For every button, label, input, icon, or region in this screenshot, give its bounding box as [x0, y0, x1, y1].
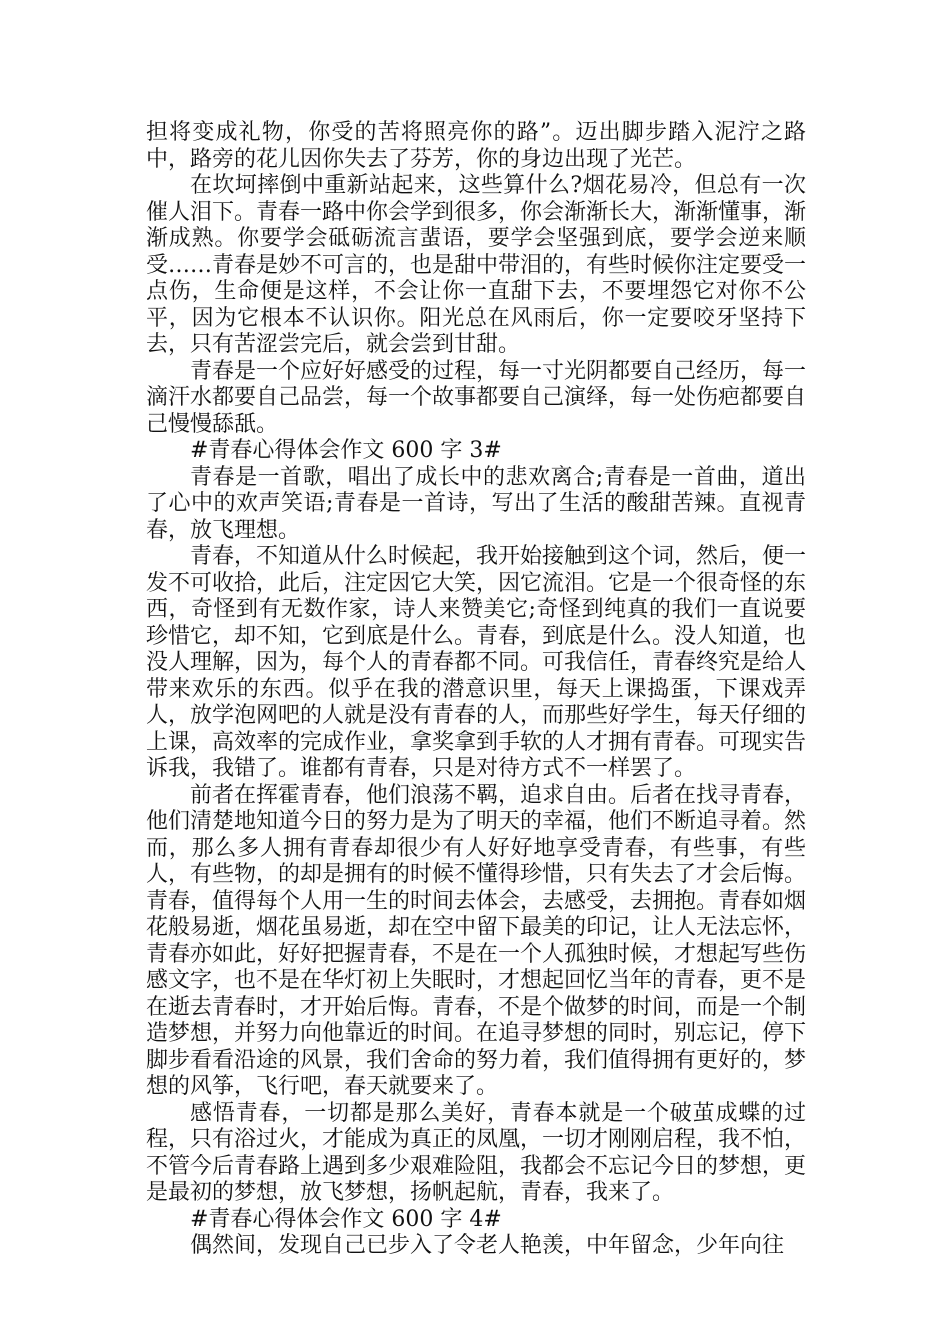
paragraph-5: 青春，不知道从什么时候起，我开始接触到这个词，然后，便一发不可收拾，此后，注定因它大笑，因它流泪。它是一个很奇怪的东西，奇怪到有无数作家，诗人来赞美它;奇怪到纯真的我们一直说要珍惜它，却不知，它到底是什么。青春，到底是什么。没人知道，也没人理解，因为，每个人的青春都不同。可我信任，青春终究是给人带来欢乐的东西。似乎在我的潜意识里，每天上课捣蛋，下课戏弄人，放学泡网吧的人就是没有青春的人，而那些好学生，每天仔细的上课，高效率的完成作业，拿奖拿到手软的人才拥有青春。可现实告诉我，我错了。谁都有青春，只是对待方式不一样罢了。 [146, 544, 807, 781]
paragraph-3: 青春是一个应好好感受的过程，每一寸光阴都要自己经历，每一滴汗水都要自己品尝，每一个故事都要自己演绎，每一处伤疤都要自己慢慢舔舐。 [146, 358, 807, 437]
paragraph-2: 在坎坷摔倒中重新站起来，这些算什么?烟花易冷，但总有一次催人泪下。青春一路中你会学到很多，你会渐渐长大，渐渐懂事，渐渐成熟。你要学会砥砺流言蜚语，要学会坚强到底，要学会逆来顺受……青春是妙不可言的，也是甜中带泪的，有些时候你注定要受一点伤，生命便是这样，不会让你一直甜下去，不要埋怨它对你不公平，因为它根本不认识你。阳光总在风雨后，你一定要咬牙坚持下去，只有苦涩尝完后，就会尝到甘甜。 [146, 173, 807, 357]
paragraph-1: 担将变成礼物，你受的苦将照亮你的路”。迈出脚步踏入泥泞之路中，路旁的花儿因你失去了芬芳，你的身边出现了光芒。 [146, 120, 806, 172]
paragraph-4: 青春是一首歌，唱出了成长中的悲欢离合;青春是一首曲，道出了心中的欢声笑语;青春是一首诗，写出了生活的酸甜苦辣。直视青春，放飞理想。 [146, 464, 806, 543]
paragraph-7: 感悟青春，一切都是那么美好，青春本就是一个破茧成蝶的过程，只有浴过火，才能成为真正的凤凰，一切才刚刚启程，我不怕，不管今后青春路上遇到多少艰难险阻，我都会不忘记今日的梦想，更是最初的梦想，放飞梦想，扬帆起航，青春，我来了。 [146, 1100, 807, 1205]
section-heading-3: #青春心得体会作文 600 字 3# [190, 438, 502, 463]
document-body [146, 120, 806, 1260]
section-heading-4: #青春心得体会作文 600 字 4# [190, 1206, 502, 1232]
paragraph-6: 前者在挥霍青春，他们浪荡不羁，追求自由。后者在找寻青春，他们清楚地知道今日的努力是为了明天的幸福，他们不断追寻着。然而，那么多人拥有青春却很少有人好好地享受青春，有些事，有些人，有些物，的却是拥有的时候不懂得珍惜，只有失去了才会后悔。青春，值得每个人用一生的时间去体会，去感受，去拥抱。青春如烟花般易逝，烟花虽易逝，却在空中留下最美的印记，让人无法忘怀，青春亦如此，好好把握青春，不是在一个人孤独时候，才想起写些伤感文字，也不是在华灯初上失眠时，才想起回忆当年的青春，更不是在逝去青春时，才开始后悔。青春，不是个做梦的时间，而是一个制造梦想，并努力向他靠近的时间。在追寻梦想的同时，别忘记，停下脚步看看沿途的风景，我们舍命的努力着，我们值得拥有更好的，梦想的风筝，飞行吧，春天就要来了。 [146, 782, 807, 1099]
paragraph-8: 偶然间，发现自己已步入了令老人艳羡，中年留念，少年向往 [190, 1233, 785, 1258]
